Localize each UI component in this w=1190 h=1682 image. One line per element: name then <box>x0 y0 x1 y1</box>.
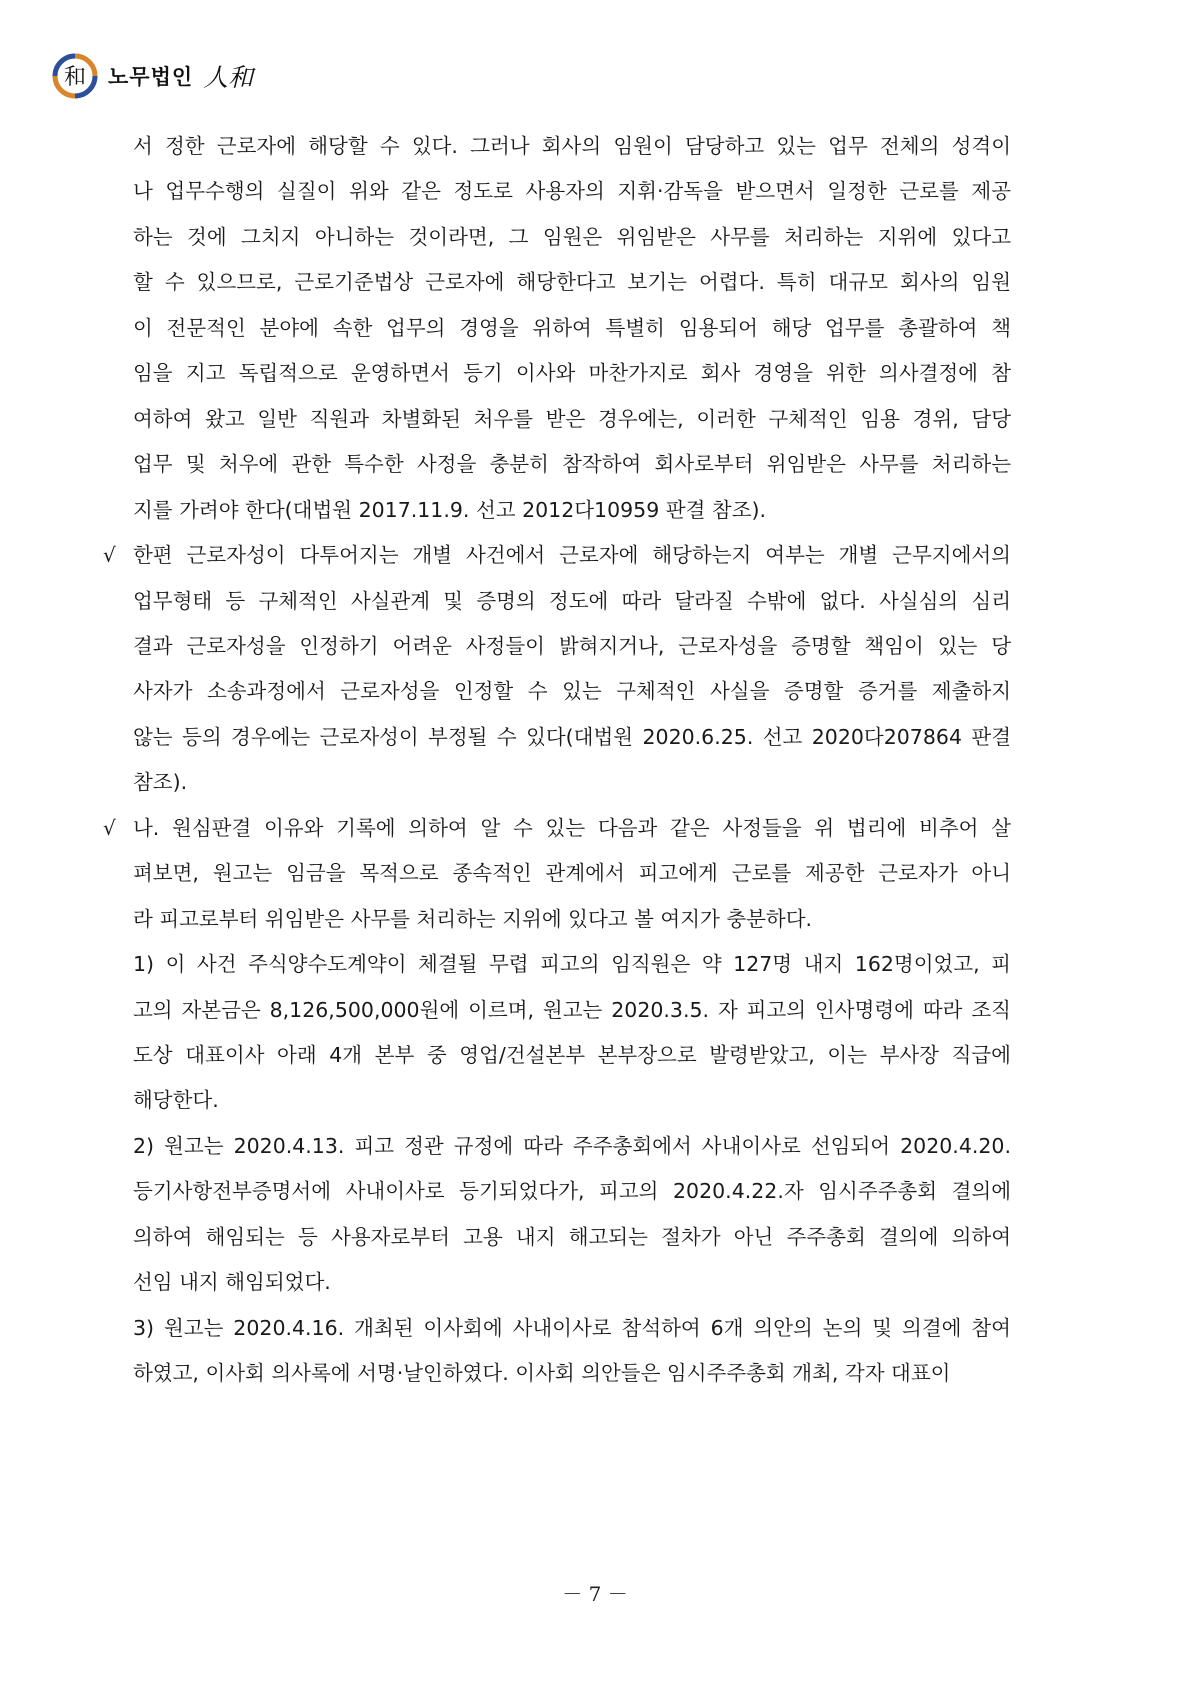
text-line: 여하여 왔고 일반 직원과 차별화된 처우를 받은 경우에는, 이러한 구체적인 임용 경위, 담당 <box>133 406 1011 431</box>
logo-ring-icon <box>52 53 98 99</box>
text-line: 의하여 해임되는 등 사용자로부터 고용 내지 해고되는 절차가 아닌 주주총회 결의에 의하여 <box>133 1224 1011 1249</box>
text-line: 결과 근로자성을 인정하기 어려운 사정들이 밝혀지거나, 근로자성을 증명할 책임이 있는 당 <box>133 633 1011 658</box>
text-line: 등기사항전부증명서에 사내이사로 등기되었다가, 피고의 2020.4.22.자 임시주주총회 결의에 <box>133 1179 1011 1204</box>
text-line: 1) 이 사건 주식양수도계약이 체결될 무렵 피고의 임직원은 약 127명 내지 162명이었고, 피 <box>133 952 1011 977</box>
text-line: 도상 대표이사 아래 4개 본부 중 영업/건설본부 본부장으로 발령받았고, 이는 부사장 직급에 <box>133 1043 1011 1067</box>
firm-logo <box>52 53 98 99</box>
brand-hanja: 人和 <box>203 63 254 92</box>
page-header <box>52 50 253 102</box>
text-line: 이 전문적인 분야에 속한 업무의 경영을 위하여 특별히 임용되어 해당 업무를 총괄하여 책 <box>133 315 1011 340</box>
text-line: 지를 가려야 한다(대법원 2017.11.9. 선고 2012다10959 판결 참조). <box>133 497 767 522</box>
page-number: － 7 － <box>562 1582 628 1606</box>
text-line: 고의 자본금은 8,126,500,000원에 이르며, 원고는 2020.3.5. 자 피고의 인사명령에 따라 조직 <box>133 997 1011 1022</box>
text-line: 한편 근로자성이 다투어지는 개별 사건에서 근로자에 해당하는지 여부는 개별 근무지에서의 <box>133 543 1011 568</box>
text-line: 라 피고로부터 위임받은 사무를 처리하는 지위에 있다고 볼 여지가 충분하다. <box>133 906 813 931</box>
text-line: 임을 지고 독립적으로 운영하면서 등기 이사와 마찬가지로 회사 경영을 위한 의사결정에 참 <box>133 361 1011 386</box>
text-line: 업무 및 처우에 관한 특수한 사정을 충분히 참작하여 회사로부터 위임받은 사무를 처리하는 <box>133 452 1011 477</box>
checkmark-icon: √ <box>103 815 116 840</box>
text-line: 선임 내지 해임되었다. <box>133 1270 331 1295</box>
brand-name: 노무법인 <box>108 65 194 89</box>
text-line: 하였고, 이사회 의사록에 서명·날인하였다. 이사회 의안들은 임시주주총회 개최, 각자 대표이 <box>133 1361 951 1386</box>
text-line: 하는 것에 그치지 아니하는 것이라면, 그 임원은 위임받은 사무를 처리하는 지위에 있다고 <box>133 224 1011 249</box>
text-line: 할 수 있으므로, 근로기준법상 근로자에 해당한다고 보기는 어렵다. 특히 대규모 회사의 임원 <box>133 270 1011 295</box>
text-line: 참조). <box>133 770 188 795</box>
text-line: 서 정한 근로자에 해당할 수 있다. 그러나 회사의 임원이 담당하고 있는 업무 전체의 성격이 <box>133 134 1011 158</box>
text-line: 사자가 소송과정에서 근로자성을 인정할 수 있는 구체적인 사실을 증명할 증거를 제출하지 <box>133 679 1011 704</box>
text-line: 3) 원고는 2020.4.16. 개최된 이사회에 사내이사로 참석하여 6개 의안의 논의 및 의결에 참여 <box>133 1315 1011 1340</box>
text-line: 펴보면, 원고는 임금을 목적으로 종속적인 관계에서 피고에게 근로를 제공한 근로자가 아니 <box>133 861 1011 886</box>
text-line: 않는 등의 경우에는 근로자성이 부정될 수 있다(대법원 2020.6.25. 선고 2020다207864 판결 <box>133 724 1011 749</box>
checkmark-icon: √ <box>103 543 116 568</box>
text-line: 2) 원고는 2020.4.13. 피고 정관 규정에 따라 주주총회에서 사내이사로 선임되어 2020.4.20. <box>133 1133 1011 1158</box>
text-line: 나. 원심판결 이유와 기록에 의하여 알 수 있는 다음과 같은 사정들을 위 법리에 비추어 살 <box>133 815 1011 840</box>
logo-character: 和 <box>63 65 87 90</box>
text-line: 해당한다. <box>133 1088 219 1113</box>
text-line: 나 업무수행의 실질이 위와 같은 정도로 사용자의 지휘·감독을 받으면서 일정한 근로를 제공 <box>133 179 1011 204</box>
text-line: 업무형태 등 구체적인 사실관계 및 증명의 정도에 따라 달라질 수밖에 없다. 사실심의 심리 <box>133 588 1011 613</box>
